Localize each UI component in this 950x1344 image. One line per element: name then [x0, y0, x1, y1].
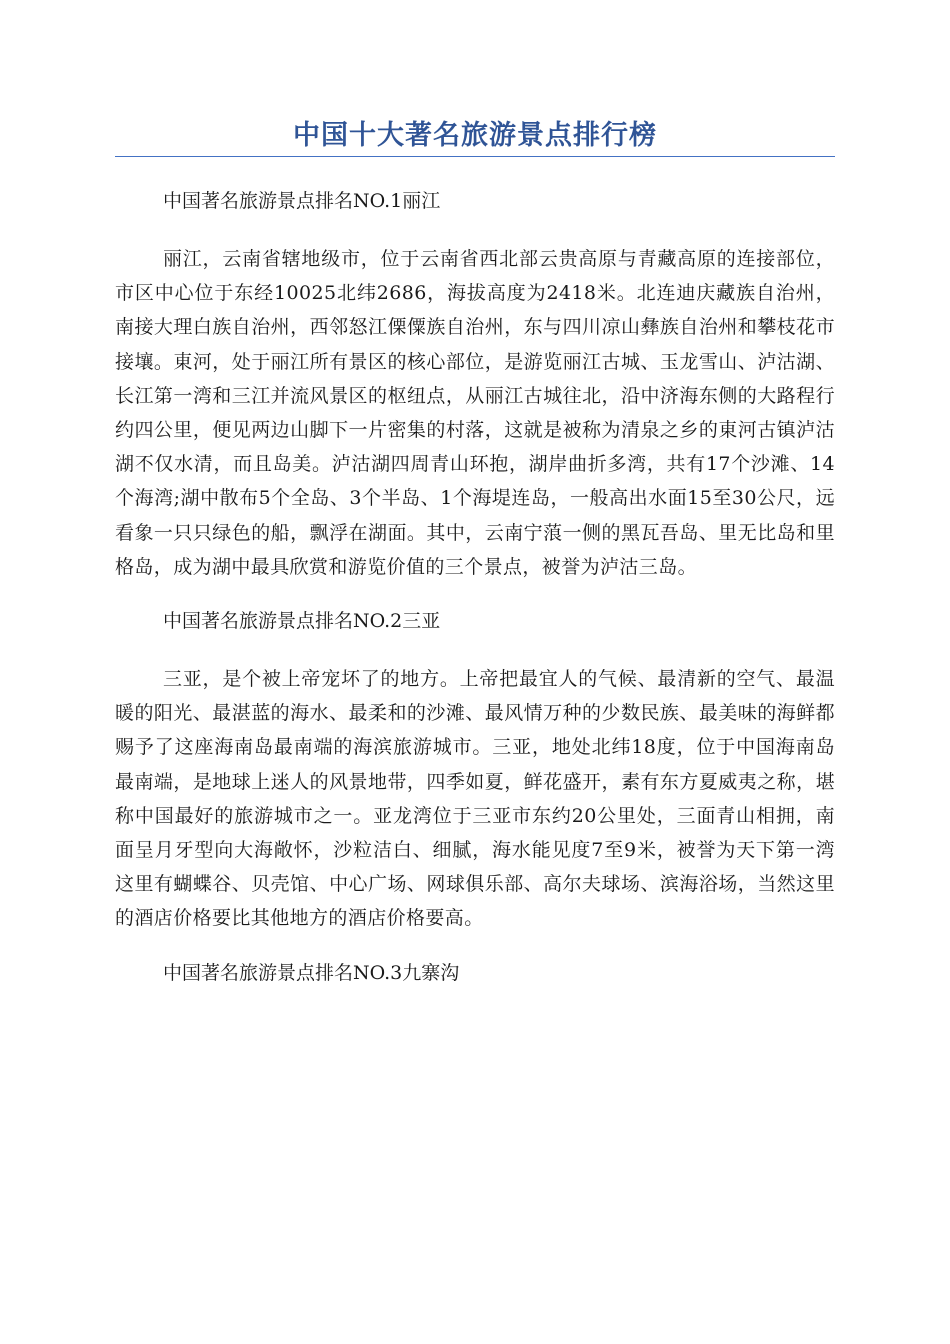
section-heading: 中国著名旅游景点排名NO.2三亚 [163, 610, 441, 633]
section-heading: 中国著名旅游景点排名NO.3九寨沟 [163, 961, 460, 984]
document-page [115, 0, 835, 992]
title-underline [115, 156, 835, 157]
section-paragraph: 三亚，是个被上帝宠坏了的地方。上帝把最宜人的气候、最清新的空气、最温暖的阳光、最湛蓝的海水、最柔和的沙滩、最风情万种的少数民族、最美味的海鲜都赐予了这座海南岛最南端的海滨旅游城市。三亚，地处北纬18度，位于中国海南岛最南端，是地球上迷人的风景地带，四季如夏，鲜花盛开，素有东方夏威夷之称，堪称中国最好的旅游城市之一。亚龙湾位于三亚市东约20公里处，三面青山相拥，南面呈月牙型向大海敞怀，沙粒洁白、细腻，海水能见度7至9米，被誉为天下第一湾这里有蝴蝶谷、贝壳馆、中心广场、网球俱乐部、高尔夫球场、滨海浴场，当然这里的酒店价格要比其他地方的酒店价格要高。 [115, 668, 835, 930]
section-paragraph: 丽江，云南省辖地级市，位于云南省西北部云贵高原与青藏高原的连接部位，市区中心位于东经10025北纬2686，海拔高度为2418米。北连迪庆藏族自治州，南接大理白族自治州，西邻怒江傈僳族自治州，东与四川凉山彝族自治州和攀枝花市接壤。東河，处于丽江所有景区的核心部位，是游览丽江古城、玉龙雪山、泸沽湖、长江第一湾和三江并流风景区的枢纽点，从丽江古城往北，沿中济海东侧的大路程行约四公里，便见两边山脚下一片密集的村落，这就是被称为清泉之乡的東河古镇泸沽湖不仅水清，而且岛美。泸沽湖四周青山环抱，湖岸曲折多湾，共有17个沙滩、14个海湾;湖中散布5个全岛、3个半岛、1个海堤连岛，一般高出水面15至30公尺，远看象一只只绿色的船，飘浮在湖面。其中，云南宁蒗一侧的黑瓦吾岛、里无比岛和里格岛，成为湖中最具欣赏和游览价值的三个景点，被誉为泸沽三岛。 [115, 248, 835, 578]
section-heading: 中国著名旅游景点排名NO.1丽江 [163, 190, 441, 212]
document-title: 中国十大著名旅游景点排行榜 [293, 120, 657, 151]
